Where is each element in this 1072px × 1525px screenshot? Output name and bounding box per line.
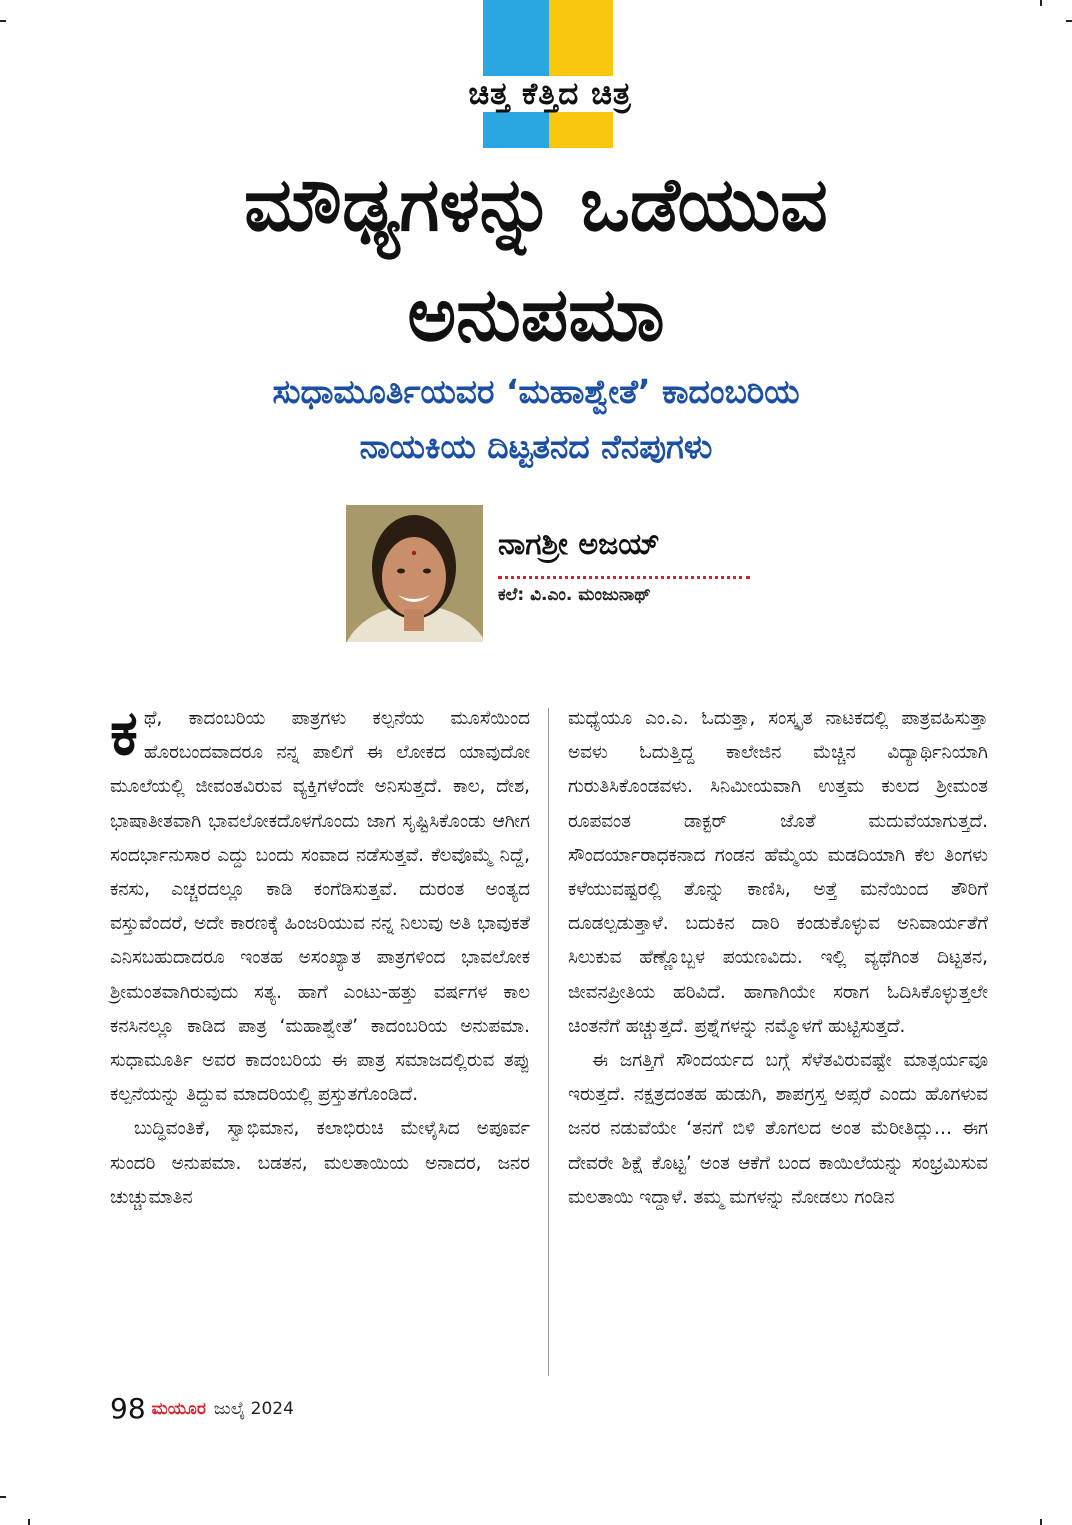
illustration-credit: ಕಲೆ: ವಿ.ಎಂ. ಮಂಜುನಾಥ್: [498, 585, 651, 605]
magazine-logo: ಮಯೂರ: [151, 1398, 206, 1419]
column-divider: [548, 708, 549, 1376]
page-number: 98: [110, 1392, 146, 1425]
byline: [346, 505, 766, 643]
section-color-block-blue: [483, 0, 549, 148]
article-paragraph: ಮಧ್ಯೆಯೂ ಎಂ.ಎ. ಓದುತ್ತಾ, ಸಂಸ್ಕೃತ ನಾಟಕದಲ್ಲಿ ಪಾತ್ರವಹಿಸುತ್ತಾ ಅವಳು ಓದುತ್ತಿದ್ದ ಕಾಲೇಜಿನ ಮೆಚ್ಚಿನ ವಿದ್ಯಾರ್ಥಿನಿಯಾಗಿ ಗುರುತಿಸಿಕೊಂಡವಳು. ಸಿನಿಮೀಯವಾಗಿ ಉತ್ತಮ ಕುಲದ ಶ್ರೀಮಂತ ರೂಪವಂತ ಡಾಕ್ಟರ್ ಜೊತೆ ಮದುವೆಯಾಗುತ್ತದೆ. ಸೌಂದರ್ಯಾರಾಧಕನಾದ ಗಂಡನ ಹೆಮ್ಮೆಯ ಮಡದಿಯಾಗಿ ಕೆಲ ತಿಂಗಳು ಕಳೆಯುವಷ್ಟರಲ್ಲಿ ತೊನ್ನು ಕಾಣಿಸಿ, ಅತ್ತೆ ಮನೆಯಿಂದ ತೌರಿಗೆ ದೂಡಲ್ಪಡುತ್ತಾಳೆ. ಬದುಕಿನ ದಾರಿ ಕಂಡುಕೊಳ್ಳುವ ಅನಿವಾರ್ಯತೆಗೆ ಸಿಲುಕುವ ಹೆಣ್ಣೊಬ್ಬಳ ಪಯಣವಿದು. ಇಲ್ಲಿ ವ್ಯಥೆಗಿಂತ ದಿಟ್ಟತನ, ಜೀವನಪ್ರೀತಿಯ ಹರಿವಿದೆ. ಹಾಗಾಗಿಯೇ ಸರಾಗ ಓದಿಸಿಕೊಳ್ಳುತ್ತಲೇ ಚಿಂತನೆಗೆ ಹಚ್ಚುತ್ತದೆ. ಪ್ರಶ್ನೆಗಳನ್ನು ನಮ್ಮೊಳಗೆ ಹುಟ್ಟಿಸುತ್ತದೆ.: [568, 708, 988, 1037]
author-name: ನಾಗಶ್ರೀ ಅಜಯ್: [498, 527, 661, 562]
headline: [40, 150, 1032, 370]
article-paragraph: ಈ ಜಗತ್ತಿಗೆ ಸೌಂದರ್ಯದ ಬಗ್ಗೆ ಸೆಳೆತವಿರುವಷ್ಟೇ ಮಾತ್ಸರ್ಯವೂ ಇರುತ್ತದೆ. ನಕ್ಷತ್ರದಂತಹ ಹುಡುಗಿ, ಶಾಪಗ್ರಸ್ತ ಅಪ್ಸರೆ ಎಂದು ಹೊಗಳುವ ಜನರ ನಡುವೆಯೇ ‘ತನಗೆ ಬಿಳಿ ತೊಗಲದ ಅಂತ ಮೆರೀತಿದ್ಲು… ಈಗ ದೇವರೇ ಶಿಕ್ಷೆ ಕೊಟ್ಟ’ ಅಂತ ಆಕೆಗೆ ಬಂದ ಕಾಯಿಲೆಯನ್ನು ಸಂಭ್ರಮಿಸುವ ಮಲತಾಯಿ ಇದ್ದಾಳೆ. ತಮ್ಮ ಮಗಳನ್ನು ನೋಡಲು ಗಂಡಿನ: [568, 1050, 988, 1208]
article-column-left: [110, 696, 530, 1215]
headline-line-1: ಮೌಢ್ಯಗಳನ್ನು ಒಡೆಯುವ: [244, 162, 828, 248]
crop-mark-top-right: [1066, 20, 1072, 22]
crop-mark-bottom-tick-right: [1040, 1519, 1042, 1525]
article-column-right: [568, 702, 988, 1215]
section-label: ಚಿತ್ತ ಕೆತ್ತಿದ ಚಿತ್ರ: [400, 76, 700, 113]
headline-line-2: ಅನುಪಮಾ: [407, 272, 665, 358]
subheadline: [60, 364, 1012, 474]
crop-mark-top-left: [0, 20, 6, 22]
article-paragraph: [110, 696, 530, 1112]
issue-date: ಜುಲೈ 2024: [213, 1398, 294, 1419]
subheadline-line-1: ಸುಧಾಮೂರ್ತಿಯವರ ‘ಮಹಾಶ್ವೇತೆ’ ಕಾದಂಬರಿಯ: [272, 372, 800, 411]
section-color-block-yellow: [549, 0, 613, 148]
byline-dotted-divider: [498, 576, 750, 579]
crop-mark-top-tick-right: [1040, 0, 1042, 6]
page-footer: [110, 1392, 294, 1432]
crop-mark-bottom-left: [0, 1496, 6, 1498]
subheadline-line-2: ನಾಯಕಿಯ ದಿಟ್ಟತನದ ನೆನಪುಗಳು: [359, 427, 713, 466]
paragraph-text: ಥೆ, ಕಾದಂಬರಿಯ ಪಾತ್ರಗಳು ಕಲ್ಪನೆಯ ಮೂಸೆಯಿಂದ ಹೊರಬಂದವಾದರೂ ನನ್ನ ಪಾಲಿಗೆ ಈ ಲೋಕದ ಯಾವುದೋ ಮೂಲೆಯಲ್ಲಿ ಜೀವಂತವಿರುವ ವ್ಯಕ್ತಿಗಳೆಂದೇ ಅನಿಸುತ್ತದೆ. ಕಾಲ, ದೇಶ, ಭಾಷಾತೀತವಾಗಿ ಭಾವಲೋಕದೊಳಗೊಂದು ಜಾಗ ಸೃಷ್ಟಿಸಿಕೊಂಡು ಆಗೀಗ ಸಂದರ್ಭಾನುಸಾರ ಎದ್ದು ಬಂದು ಸಂವಾದ ನಡೆಸುತ್ತವೆ. ಕೆಲವೊಮ್ಮೆ ನಿದ್ದೆ, ಕನಸು, ಎಚ್ಚರದಲ್ಲೂ ಕಾಡಿ ಕಂಗೆಡಿಸುತ್ತವೆ. ದುರಂತ ಅಂತ್ಯದ ವಸ್ತುವೆಂದರೆ, ಅದೇ ಕಾರಣಕ್ಕೆ ಹಿಂಜರಿಯುವ ನನ್ನ ನಿಲುವು ಅತಿ ಭಾವುಕತೆ ಎನಿಸಬಹುದಾದರೂ ಇಂತಹ ಅಸಂಖ್ಯಾತ ಪಾತ್ರಗಳಿಂದ ಭಾವಲೋಕ ಶ್ರೀಮಂತವಾಗಿರುವುದು ಸತ್ಯ. ಹಾಗೆ ಎಂಟು-ಹತ್ತು ವರ್ಷಗಳ ಕಾಲ ಕನಸಿನಲ್ಲೂ ಕಾಡಿದ ಪಾತ್ರ ‘ಮಹಾಶ್ವೇತೆ’ ಕಾದಂಬರಿಯ ಅನುಪಮಾ. ಸುಧಾಮೂರ್ತಿ ಅವರ ಕಾದಂಬರಿಯ ಈ ಪಾತ್ರ ಸಮಾಜದಲ್ಲಿರುವ ತಪ್ಪು ಕಲ್ಪನೆಯನ್ನು ತಿದ್ದುವ ಮಾದರಿಯಲ್ಲಿ ಪ್ರಸ್ತುತಗೊಂಡಿದೆ.: [110, 708, 530, 1106]
author-photo-illustration: [346, 505, 483, 642]
author-portrait: [346, 505, 483, 642]
article-paragraph: ಬುದ್ಧಿವಂತಿಕೆ, ಸ್ವಾಭಿಮಾನ, ಕಲಾಭಿರುಚಿ ಮೇಳೈಸಿದ ಅಪೂರ್ವ ಸುಂದರಿ ಅನುಪಮಾ. ಬಡತನ, ಮಲತಾಯಿಯ ಅನಾದರ, ಜನರ ಚುಚ್ಚುಮಾತಿನ: [110, 1118, 530, 1208]
crop-mark-bottom-tick-left: [28, 1519, 30, 1525]
drop-cap: ಕ: [110, 696, 138, 769]
